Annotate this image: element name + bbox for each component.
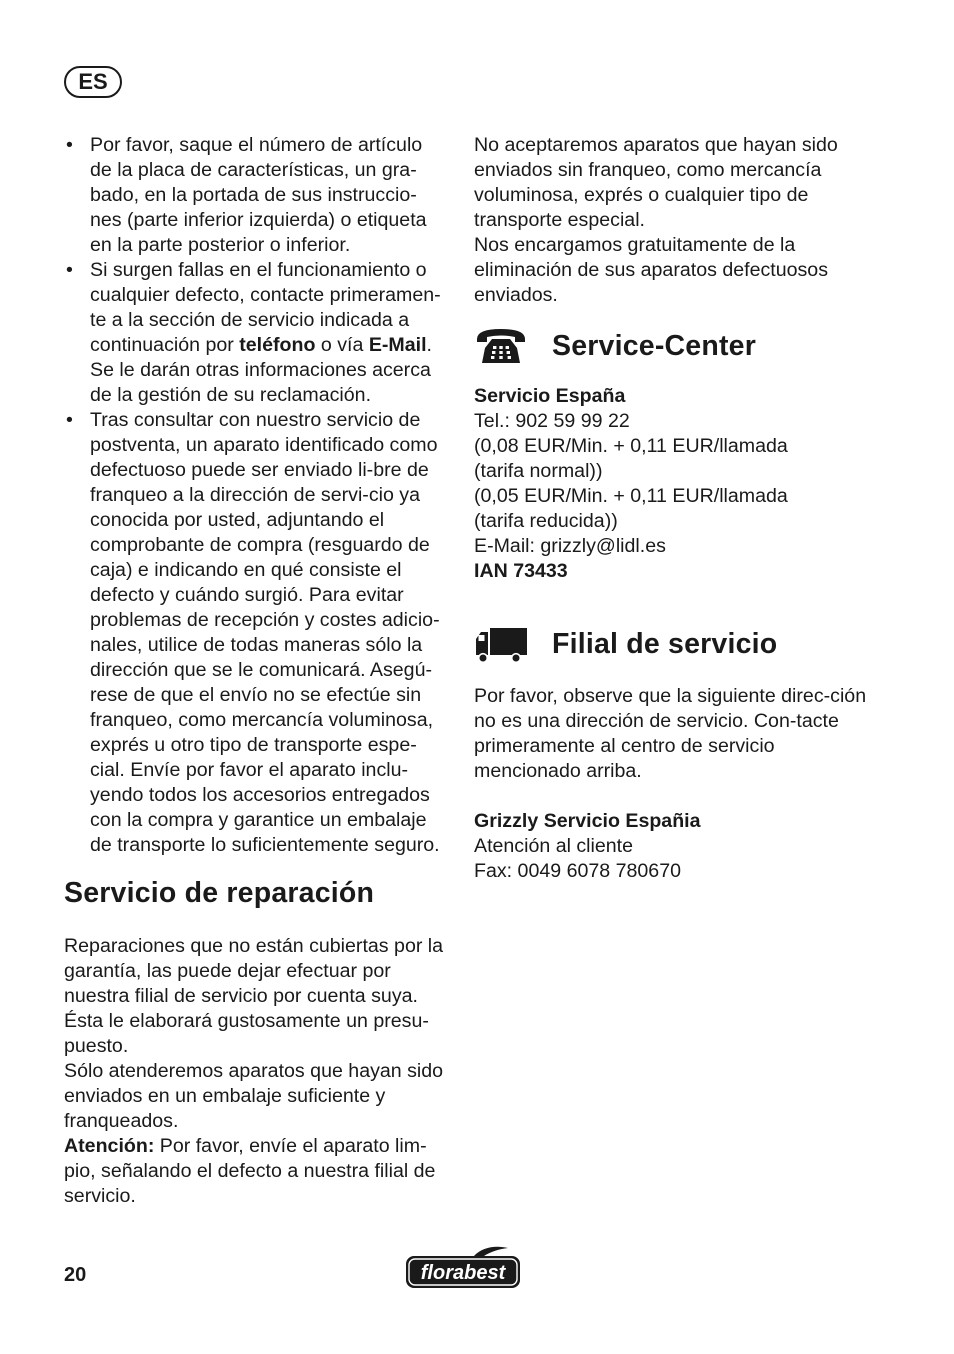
rate-reduced-label: (tarifa reducida)) — [474, 510, 618, 532]
left-column — [64, 133, 446, 858]
rate-normal: (0,08 EUR/Min. + 0,11 EUR/llamada — [474, 435, 788, 457]
email-address: E-Mail: grizzly@lidl.es — [474, 535, 666, 557]
repair-heading: Servicio de reparación — [64, 877, 375, 909]
list-item — [64, 258, 446, 408]
intro-paragraph: No aceptaremos aparatos que hayan sido enviados sin franqueo, como mercancía voluminosa, exprés o cualquier tipo de transporte especial. — [474, 134, 838, 231]
list-item-text: . Se le darán otras informaciones acerca de la gestión de su reclamación. — [90, 334, 432, 406]
repair-paragraph: Sólo atenderemos aparatos que hayan sido enviados en un embalaje suficiente y franqueados. — [64, 1060, 444, 1132]
list-item-text: Si surgen fallas en el funcionamiento o cualquier defecto, contacte primeramen-te a la sección de servicio indicada a continuación por — [90, 259, 441, 356]
florabest-logo — [404, 1244, 522, 1290]
instructions-list — [64, 133, 446, 858]
attention-label: Atención: — [64, 1135, 155, 1157]
right-intro — [474, 133, 894, 308]
repair-paragraph: Reparaciones que no están cubiertas por la garantía, las puede dejar efectuar por nuestra filial de servicio por cuenta suya. Ésta le elaborará gustosamente un presu-puesto. — [64, 935, 444, 1057]
branch-title: Filial de servicio — [552, 628, 778, 660]
service-center-header — [474, 326, 756, 366]
repair-body — [64, 934, 446, 1209]
branch-name: Grizzly Servicio Españia — [474, 810, 701, 832]
page-number: 20 — [64, 1264, 87, 1286]
ian-number: IAN 73433 — [474, 560, 568, 582]
email-emphasis: E-Mail — [368, 334, 427, 356]
language-badge — [64, 66, 122, 98]
language-code: ES — [78, 69, 108, 94]
telephone-icon — [474, 326, 528, 366]
service-center-details — [474, 384, 788, 584]
service-center-title: Service-Center — [552, 330, 756, 362]
list-item: • Por favor, saque el número de artículo de la placa de características, un gra-bado, en la portada de sus instruccio-nes (parte inferior izquierda) o etiqueta en la parte posterior o inferior. — [64, 133, 446, 258]
branch-header — [474, 624, 777, 664]
branch-department: Atención al cliente — [474, 835, 634, 857]
branch-text: Por favor, observe que la siguiente direc-ción no es una dirección de servicio. Con-tacte primeramente al centro de servicio mencionado arriba. — [474, 685, 867, 782]
repair-attention — [64, 1134, 446, 1209]
rate-normal-label: (tarifa normal)) — [474, 460, 603, 482]
service-name: Servicio España — [474, 385, 626, 407]
list-item: • Tras consultar con nuestro servicio de postventa, un aparato identificado como defectuoso puede ser enviado li-bre de franqueo a la dirección de servi-cio ya conocida por usted, adjuntando el comprobante de compra (resguardo de caja) e indicando en qué consiste el defecto y cuándo surgió. Para evitar problemas de recepción y costes adicio-nales, utilice de todas maneras sólo la dirección que se le comunicará. Asegú-rese de que el envío no se efectúe sin franqueo, como mercancía voluminosa, exprés u otro tipo de transporte espe-cial. Envíe por favor el aparato inclu-yendo todos los accesorios entregados con la compra y garantice un embalaje de transporte lo suficientemente seguro. — [64, 408, 446, 858]
phone-emphasis: teléfono — [239, 334, 316, 356]
truck-icon — [474, 624, 528, 664]
intro-paragraph: Nos encargamos gratuitamente de la eliminación de sus aparatos defectuosos enviados. — [474, 234, 828, 306]
branch-address — [474, 809, 701, 884]
logo-text: florabest — [420, 1262, 506, 1284]
list-item-text: o vía — [315, 334, 369, 356]
phone-number: Tel.: 902 59 99 22 — [474, 410, 630, 432]
branch-fax: Fax: 0049 6078 780670 — [474, 860, 681, 882]
attention-text: Por favor, envíe el aparato lim-pio, señalando el defecto a nuestra filial de servicio. — [64, 1135, 436, 1207]
rate-reduced: (0,05 EUR/Min. + 0,11 EUR/llamada — [474, 485, 788, 507]
